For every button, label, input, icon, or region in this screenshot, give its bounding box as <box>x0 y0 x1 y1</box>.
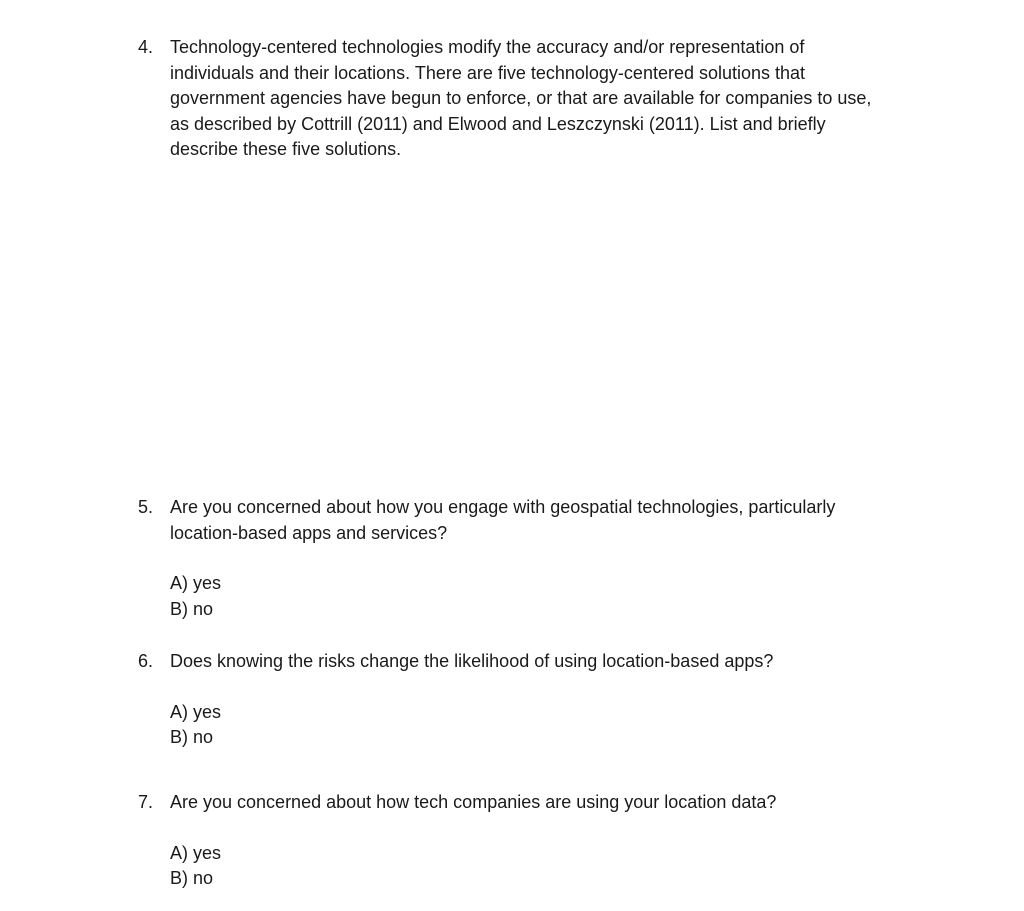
question-number: 5. <box>138 497 154 517</box>
answer-options <box>170 700 938 751</box>
question-number: 7. <box>138 792 154 812</box>
question-line: location-based apps and services? <box>170 522 448 543</box>
question-line: Are you concerned about how you engage with geospatial technologies, particularly <box>170 497 836 517</box>
option-yes: A) yes <box>170 573 222 594</box>
option-no: B) no <box>170 868 214 889</box>
question-text <box>170 35 930 163</box>
option-no: B) no <box>170 727 214 748</box>
question-text <box>170 649 930 675</box>
question-text <box>170 790 930 816</box>
question-line: Does knowing the risks change the likelihood of using location-based apps? <box>170 651 774 671</box>
question-6 <box>138 649 938 751</box>
answer-options <box>170 841 938 892</box>
question-number: 4. <box>138 37 154 57</box>
question-line: as described by Cottrill (2011) and Elwood and Leszczynski (2011). List and briefly <box>170 113 826 134</box>
question-number: 6. <box>138 651 154 671</box>
option-yes: A) yes <box>170 842 222 863</box>
question-line: individuals and their locations. There are five technology-centered solutions that <box>170 62 806 83</box>
option-no: B) no <box>170 598 214 619</box>
question-line: government agencies have begun to enforce, or that are available for companies to use, <box>170 88 872 109</box>
question-line: Technology-centered technologies modify the accuracy and/or representation of <box>170 37 805 57</box>
question-line: Are you concerned about how tech companies are using your location data? <box>170 792 777 812</box>
question-7 <box>138 790 938 892</box>
question-4 <box>138 35 938 163</box>
question-line: describe these five solutions. <box>170 139 402 160</box>
answer-options <box>170 571 938 622</box>
question-5 <box>138 495 938 622</box>
question-text <box>170 495 930 546</box>
option-yes: A) yes <box>170 701 222 722</box>
